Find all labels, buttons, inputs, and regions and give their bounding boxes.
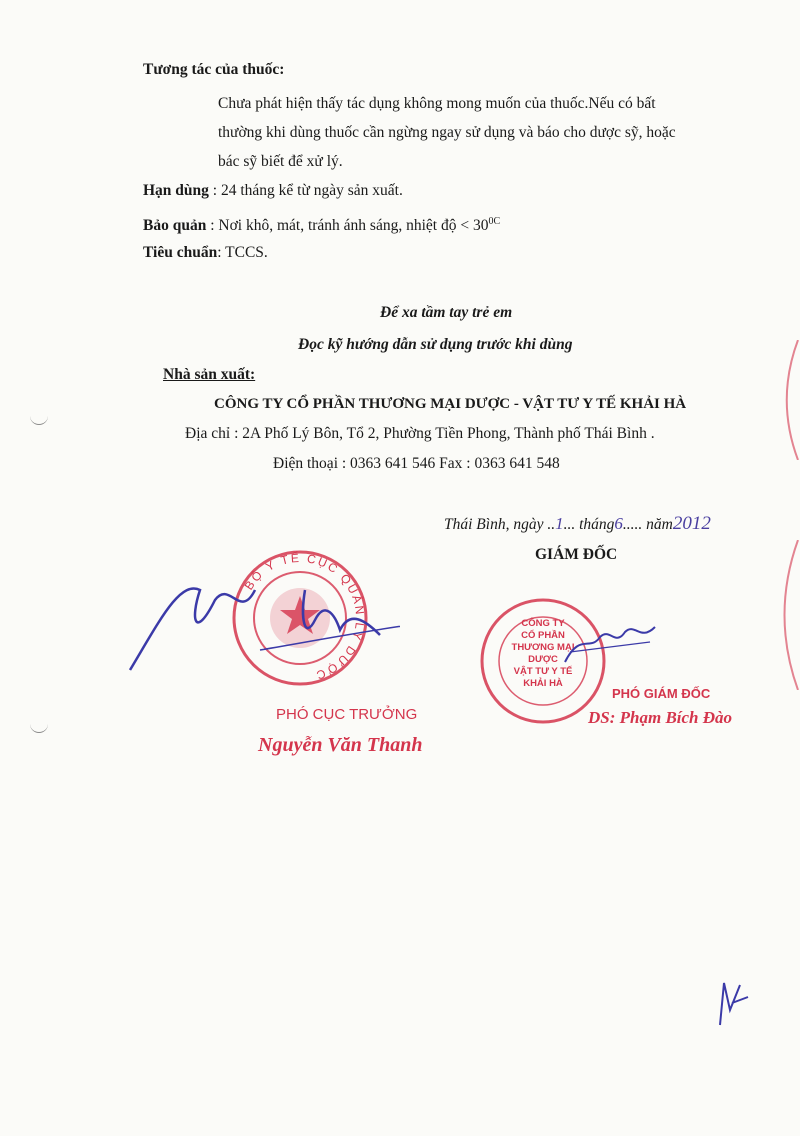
deputy-director-role: PHÓ CỤC TRƯỞNG xyxy=(276,706,418,723)
deputy-director-signature xyxy=(120,560,400,680)
manufacturer-company: CÔNG TY CỔ PHẦN THƯƠNG MẠI DƯỢC - VẬT TƯ Y TẾ KHẢI HÀ xyxy=(214,396,687,412)
date-day: 1 xyxy=(555,514,564,533)
company-stamp-line-2: CỔ PHẦN xyxy=(521,630,565,641)
interaction-heading: Tương tác của thuốc: xyxy=(143,61,285,78)
standard-value: : TCCS. xyxy=(217,244,268,261)
standard-row xyxy=(143,243,268,263)
interaction-line-1: Chưa phát hiện thấy tác dụng không mong muốn của thuốc.Nếu có bất xyxy=(218,95,656,112)
expiry-row xyxy=(143,181,403,201)
edge-stamp-mark-bottom xyxy=(776,540,800,690)
date-month: 6 xyxy=(614,514,623,533)
interaction-line-2: thường khi dùng thuốc cần ngừng ngay sử dụng và báo cho dược sỹ, hoặc xyxy=(218,124,676,141)
company-stamp-line-1: CÔNG TY xyxy=(521,618,565,629)
interaction-line-3: bác sỹ biết để xử lý. xyxy=(218,153,343,170)
date-place: Thái Bình, ngày .. xyxy=(444,516,556,533)
vice-director-name: DS: Phạm Bích Đào xyxy=(588,708,733,727)
manufacturer-address: Địa chỉ : 2A Phố Lý Bôn, Tổ 2, Phường Tiền Phong, Thành phố Thái Bình . xyxy=(185,425,655,442)
deputy-director-name: Nguyễn Văn Thanh xyxy=(258,734,423,756)
date-month-label: ... tháng xyxy=(563,516,615,533)
company-stamp-line-3: THƯƠNG MẠI xyxy=(511,642,575,653)
warning-children: Để xa tầm tay trẻ em xyxy=(380,304,513,321)
standard-label: Tiêu chuẩn xyxy=(143,244,218,261)
date-line xyxy=(444,514,711,535)
storage-label: Bảo quản xyxy=(143,217,207,235)
date-year: 2012 xyxy=(672,513,711,534)
storage-value: : Nơi khô, mát, tránh ánh sáng, nhiệt độ < 30 xyxy=(206,217,489,235)
warning-read-instructions: Đọc kỹ hướng dẫn sử dụng trước khi dùng xyxy=(298,336,573,353)
punch-hole-bottom xyxy=(30,720,48,733)
director-title: GIÁM ĐỐC xyxy=(535,546,618,563)
edge-stamp-mark-top xyxy=(778,340,800,460)
vice-director-role: PHÓ GIÁM ĐỐC xyxy=(612,686,711,701)
ministry-stamp-ring-label: BỘ Y TẾ CỤC QUẢN LÝ DƯỢC xyxy=(241,550,368,683)
company-stamp-line-5: VẬT TƯ Y TẾ xyxy=(513,666,573,677)
storage-superscript: 0C xyxy=(488,216,501,227)
director-signature xyxy=(560,612,660,672)
expiry-value: : 24 tháng kể từ ngày sản xuất. xyxy=(208,182,403,199)
punch-hole-top xyxy=(30,412,48,425)
company-stamp-line-4: DƯỢC xyxy=(528,654,558,665)
initials-mark xyxy=(712,975,752,1030)
company-stamp-line-6: KHẢI HÀ xyxy=(523,678,563,689)
storage-row xyxy=(143,212,500,236)
manufacturer-label: Nhà sản xuất: xyxy=(163,366,256,383)
date-year-label: ..... năm xyxy=(622,516,673,533)
expiry-label: Hạn dùng xyxy=(143,182,209,199)
manufacturer-phone: Điện thoại : 0363 641 546 Fax : 0363 641 548 xyxy=(273,455,560,472)
